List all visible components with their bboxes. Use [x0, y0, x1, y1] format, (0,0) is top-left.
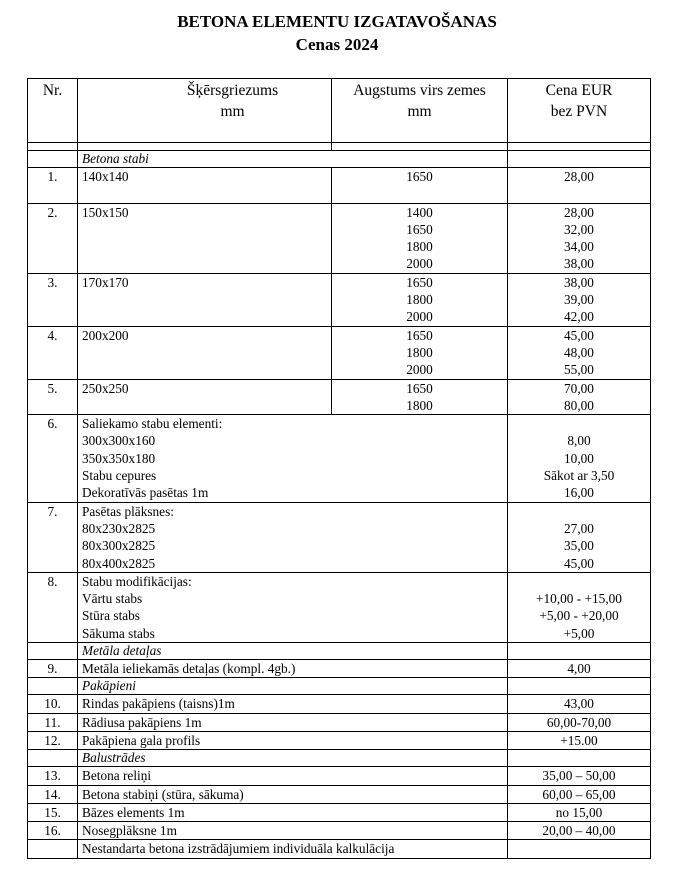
table-row [28, 695, 651, 713]
table-row [28, 415, 651, 502]
footer-note: Nestandarta betona izstrādājumiem individuāla kalkulācija [78, 840, 508, 858]
row-prices: 38,00 39,00 42,00 [508, 273, 651, 326]
row-item: Rindas pakāpiens (taisns)1m [78, 695, 508, 713]
row-prices: +10,00 - +15,00 +5,00 - +20,00 +5,00 [508, 572, 651, 642]
row-item: Betona stabiņi (stūra, sākuma) [78, 785, 508, 803]
row-price: 43,00 [508, 695, 651, 713]
row-prices: 27,00 35,00 45,00 [508, 502, 651, 572]
row-nr: 8. [28, 572, 78, 642]
row-nr: 15. [28, 803, 78, 821]
row-nr: 16. [28, 822, 78, 840]
table-row [28, 326, 651, 379]
row-price: 20,00 – 40,00 [508, 822, 651, 840]
section-label: Metāla detaļas [78, 643, 508, 660]
table-row [28, 379, 651, 415]
row-item: Betona reliņi [78, 767, 508, 785]
row-item: Bāzes elements 1m [78, 803, 508, 821]
row-nr: 2. [28, 203, 78, 273]
row-item: Pakāpiena gala profils [78, 731, 508, 749]
row-nr: 10. [28, 695, 78, 713]
row-nr: 1. [28, 168, 78, 204]
row-section: 200x200 [78, 326, 332, 379]
table-header [28, 79, 651, 143]
price-table [27, 78, 651, 859]
row-heights: 1650 1800 2000 [332, 273, 508, 326]
section-label: Balustrādes [78, 750, 508, 767]
row-price: 35,00 – 50,00 [508, 767, 651, 785]
row-item: Rādiusa pakāpiens 1m [78, 713, 508, 731]
row-section: 170x170 [78, 273, 332, 326]
table-row [28, 168, 651, 204]
row-prices: 45,00 48,00 55,00 [508, 326, 651, 379]
row-nr: 5. [28, 379, 78, 415]
row-price: 60,00-70,00 [508, 713, 651, 731]
row-nr: 13. [28, 767, 78, 785]
row-section: 250x250 [78, 379, 332, 415]
row-nr: 9. [28, 660, 78, 678]
table-row [28, 731, 651, 749]
row-prices: 28,00 [508, 168, 651, 204]
table-row [28, 572, 651, 642]
section-row [28, 750, 651, 767]
header-height: Augstums virs zemes mm [332, 79, 508, 143]
row-prices: 28,00 32,00 34,00 38,00 [508, 203, 651, 273]
header-section: Šķērsgriezums mm [78, 79, 332, 143]
row-items: Stabu modifikācijas: Vārtu stabs Stūra stabs Sākuma stabs [78, 572, 508, 642]
table-row [28, 822, 651, 840]
section-label: Pakāpieni [78, 678, 508, 695]
row-item: Nosegplāksne 1m [78, 822, 508, 840]
section-row [28, 643, 651, 660]
section-row [28, 678, 651, 695]
header-price: Cena EUR bez PVN [508, 79, 651, 143]
row-heights: 1650 [332, 168, 508, 204]
row-nr: 11. [28, 713, 78, 731]
table-row [28, 767, 651, 785]
row-price: 60,00 – 65,00 [508, 785, 651, 803]
row-section: 150x150 [78, 203, 332, 273]
document-subtitle: Cenas 2024 [295, 35, 379, 54]
table-row [28, 502, 651, 572]
table-row [28, 273, 651, 326]
section-row [28, 151, 651, 168]
footer-row [28, 840, 651, 858]
row-items: Saliekamo stabu elementi: 300x300x160 350x350x180 Stabu cepures Dekoratīvās pasētas 1m [78, 415, 508, 502]
row-price: no 15,00 [508, 803, 651, 821]
document-title: BETONA ELEMENTU IZGATAVOŠANAS [177, 12, 497, 31]
table-row [28, 713, 651, 731]
row-price: 4,00 [508, 660, 651, 678]
section-label: Betona stabi [78, 151, 508, 168]
table-row [28, 660, 651, 678]
row-nr: 12. [28, 731, 78, 749]
table-row [28, 203, 651, 273]
row-prices: 8,00 10,00 Sākot ar 3,50 16,00 [508, 415, 651, 502]
row-nr: 7. [28, 502, 78, 572]
row-heights: 1650 1800 [332, 379, 508, 415]
header-nr: Nr. [28, 79, 78, 143]
row-items: Pasētas plāksnes: 80x230x2825 80x300x2825 80x400x2825 [78, 502, 508, 572]
row-price: +15.00 [508, 731, 651, 749]
table-row [28, 785, 651, 803]
row-item: Metāla ieliekamās detaļas (kompl. 4gb.) [78, 660, 508, 678]
row-prices: 70,00 80,00 [508, 379, 651, 415]
table-row [28, 803, 651, 821]
row-heights: 1650 1800 2000 [332, 326, 508, 379]
row-nr: 3. [28, 273, 78, 326]
row-nr: 6. [28, 415, 78, 502]
row-section: 140x140 [78, 168, 332, 204]
row-nr: 4. [28, 326, 78, 379]
row-heights: 1400 1650 1800 2000 [332, 203, 508, 273]
row-nr: 14. [28, 785, 78, 803]
